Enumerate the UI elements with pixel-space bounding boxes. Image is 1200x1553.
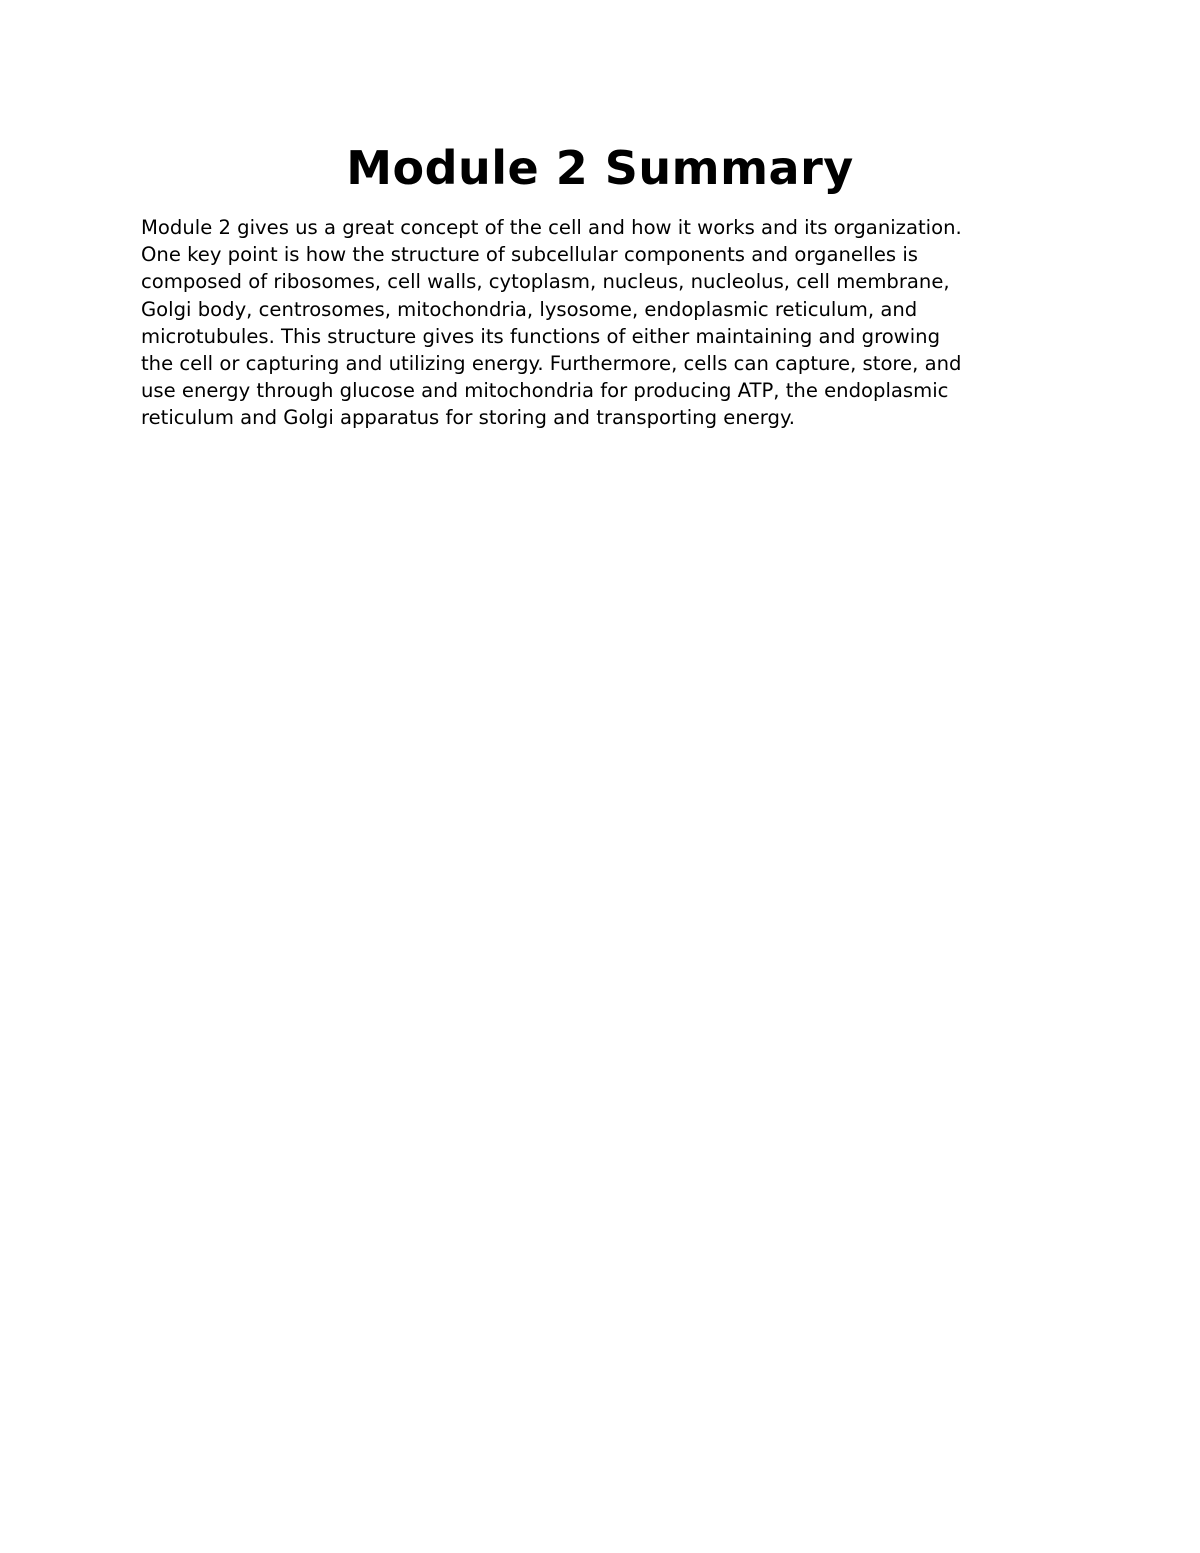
paragraph-line: use energy through glucose and mitochondria for producing ATP, the endoplasmic	[141, 379, 949, 403]
paragraph-line: One key point is how the structure of subcellular components and organelles is	[141, 243, 918, 267]
paragraph-line: Module 2 gives us a great concept of the cell and how it works and its organization.	[141, 216, 962, 239]
paragraph-line: reticulum and Golgi apparatus for storing and transporting energy.	[141, 406, 795, 430]
paragraph-line: the cell or capturing and utilizing energy. Furthermore, cells can capture, store, and	[141, 352, 962, 376]
paragraph-line: composed of ribosomes, cell walls, cytoplasm, nucleus, nucleolus, cell membrane,	[141, 270, 950, 294]
page-title: Module 2 Summary	[346, 141, 854, 195]
paragraph-line: microtubules. This structure gives its functions of either maintaining and growing	[141, 324, 941, 348]
summary-paragraph	[141, 214, 1071, 432]
paragraph-line: Golgi body, centrosomes, mitochondria, lysosome, endoplasmic reticulum, and	[141, 297, 918, 321]
